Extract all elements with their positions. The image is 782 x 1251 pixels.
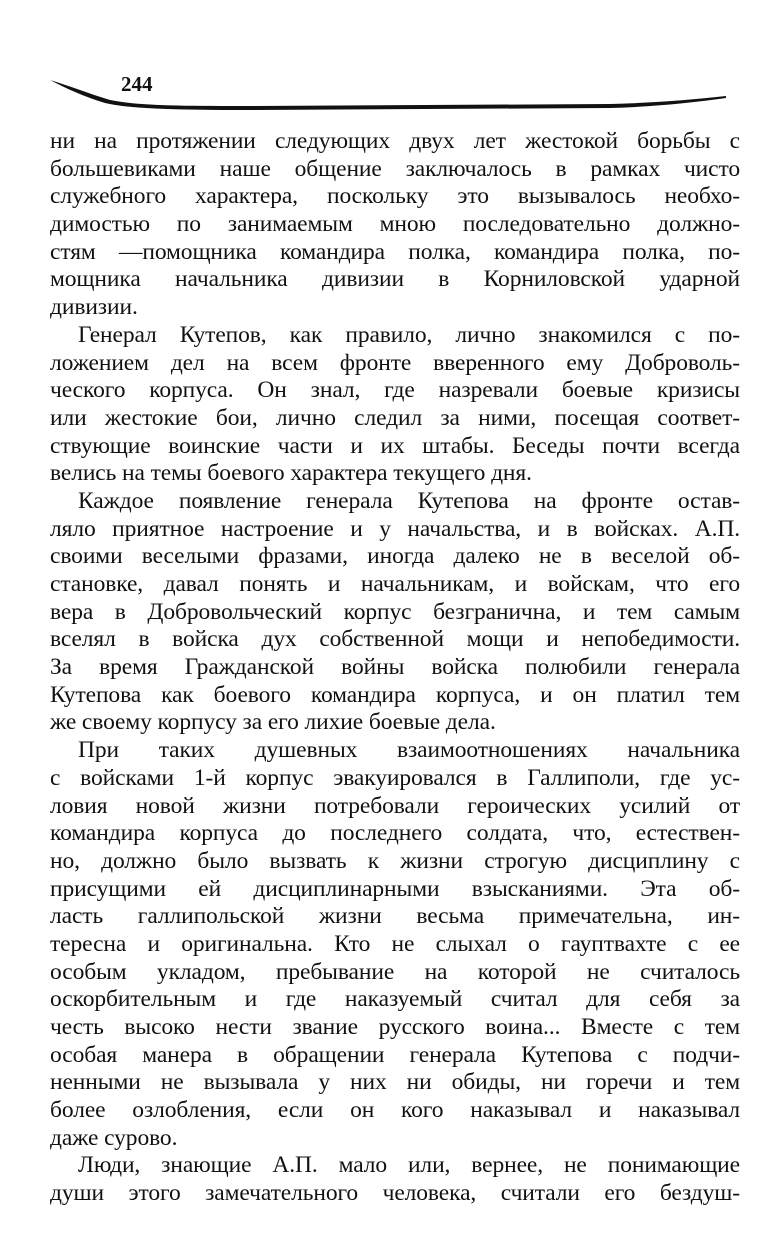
text-line: вселял в войска дух собственной мощи и непобедимости.	[50, 626, 740, 653]
text-line: мощника начальника дивизии в Корниловской ударной	[50, 266, 740, 293]
text-line: димостью по занимаемым мною последовательно должно-	[50, 211, 740, 238]
text-line: даже сурово.	[50, 1124, 178, 1151]
text-line: ненными не вызывала у них ни обиды, ни горечи и тем	[50, 1069, 740, 1096]
paragraph	[50, 1152, 740, 1207]
text-line: ствующие воинские части и их штабы. Беседы почти всегда	[50, 432, 740, 459]
text-line: души этого замечательного человека, считали его бездуш-	[50, 1180, 740, 1207]
text-line: дивизии.	[50, 294, 138, 321]
text-line: большевиками наше общение заключалось в рамках чисто	[50, 155, 740, 182]
text-line: ческого корпуса. Он знал, где назревали боевые кризисы	[50, 377, 740, 404]
text-line: более озлобления, если он кого наказывал и наказывал	[50, 1097, 740, 1124]
text-line: велись на темы боевого характера текущего дня.	[50, 460, 532, 487]
text-line: становке, давал понять и начальникам, и войскам, что его	[50, 571, 740, 597]
text-line: честь высоко нести звание русского воина... Вместе с тем	[50, 1014, 740, 1040]
paragraph	[50, 128, 740, 322]
text-line: своими веселыми фразами, иногда далеко не в веселой об-	[50, 543, 740, 570]
text-line: тересна и оригинальна. Кто не слыхал о гауптвахте с ее	[50, 930, 740, 957]
text-line: вера в Добровольческий корпус безгранична, и тем самым	[50, 598, 740, 625]
text-line: ни на протяжении следующих двух лет жестокой борьбы с	[50, 128, 740, 154]
text-line: особая манера в обращении генерала Кутепова с подчи-	[50, 1041, 740, 1068]
text-line: оскорбительным и где наказуемый считал для себя за	[50, 986, 740, 1013]
body-text	[50, 128, 740, 1208]
text-line: присущими ей дисциплинарными взысканиями. Эта об-	[50, 875, 740, 902]
text-line: с войсками 1-й корпус эвакуировался в Галлиполи, где ус-	[50, 764, 740, 791]
text-line: ласть галлипольской жизни весьма примечательна, ин-	[50, 903, 740, 930]
text-line: стям —помощника командира полка, командира полка, по-	[50, 238, 740, 265]
text-line: Генерал Кутепов, как правило, лично знакомился с по-	[78, 321, 740, 348]
page-header	[0, 0, 782, 120]
text-line: ложением дел на всем фронте вверенного ему Доброволь-	[50, 349, 740, 376]
text-line: ляло приятное настроение и у начальства, и в войсках. А.П.	[50, 515, 740, 542]
text-line: ловия новой жизни потребовали героических усилий от	[50, 792, 740, 819]
paragraph	[50, 737, 740, 1152]
text-line: При таких душевных взаимоотношениях начальника	[78, 737, 740, 764]
text-line: Люди, знающие А.П. мало или, вернее, не понимающие	[78, 1152, 740, 1179]
page-number: 244	[121, 72, 153, 96]
text-line: За время Гражданской войны войска полюбили генерала	[50, 654, 740, 681]
paragraph	[50, 488, 740, 737]
text-line: командира корпуса до последнего солдата, что, естествен-	[50, 820, 740, 847]
text-line: Кутепова как боевого командира корпуса, и он платил тем	[50, 681, 740, 708]
text-line: или жестокие бои, лично следил за ними, посещая соответ-	[50, 404, 740, 431]
text-line: служебного характера, поскольку это вызывалось необхо-	[50, 183, 740, 210]
text-line: Каждое появление генерала Кутепова на фронте остав-	[78, 487, 740, 514]
text-line: же своему корпусу за его лихие боевые дела.	[50, 709, 496, 736]
text-line: но, должно было вызвать к жизни строгую дисциплину с	[50, 847, 740, 874]
paragraph	[50, 322, 740, 488]
text-line: особым укладом, пребывание на которой не считалось	[50, 958, 740, 985]
